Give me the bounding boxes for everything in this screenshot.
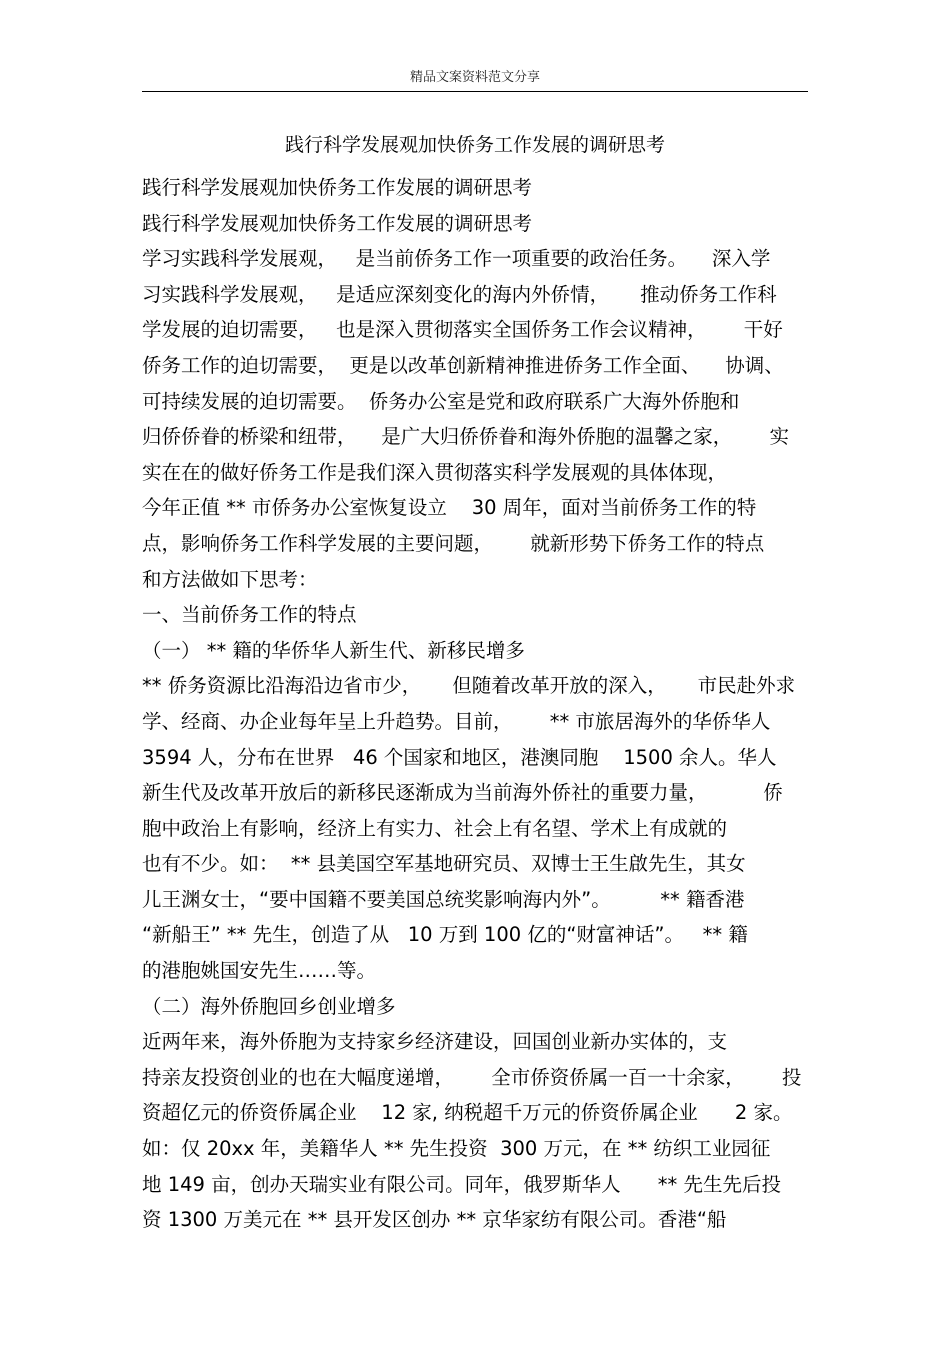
body-line: “新船王” ** 先生，创造了从 10 万到 100 亿的“财富神话”。 ** 籍 (142, 923, 748, 947)
section-heading: 一、当前侨务工作的特点 (142, 603, 357, 627)
body-line: 资超亿元的侨资侨属企业 12 家, 纳税超千万元的侨资侨属企业 2 家。 (142, 1101, 793, 1125)
body-line: 可持续发展的迫切需要。 侨务办公室是党和政府联系广大海外侨胞和 (142, 389, 740, 413)
body-line: 和方法做如下思考： (142, 567, 318, 591)
body-line: 践行科学发展观加快侨务工作发展的调研思考 (142, 176, 533, 199)
subsection-heading: （二）海外侨胞回乡创业增多 (142, 994, 396, 1018)
body-line: 点，影响侨务工作科学发展的主要问题， 就新形势下侨务工作的特点 (142, 531, 765, 555)
body-line: 资 1300 万美元在 ** 县开发区创办 ** 京华家纺有限公司。香港“船 (142, 1208, 727, 1232)
body-line: 的港胞姚国安先生……等。 (142, 959, 377, 983)
header-rule (142, 91, 808, 92)
body-line: 学习实践科学发展观， 是当前侨务工作一项重要的政治任务。 深入学 (142, 247, 771, 271)
body-line: 习实践科学发展观， 是适应深刻变化的海内外侨情， 推动侨务工作科 (142, 282, 777, 306)
body-line: 近两年来，海外侨胞为支持家乡经济建设，回国创业新办实体的，支 (142, 1030, 728, 1054)
body-line: 3594 人，分布在世界 46 个国家和地区，港澳同胞 1500 余人。华人 (142, 745, 777, 769)
body-line: ** 侨务资源比沿海沿边省市少， 但随着改革开放的深入， 市民赴外求 (142, 674, 796, 698)
body-line: 学发展的迫切需要， 也是深入贯彻落实全国侨务工作会议精神， 干好 (142, 318, 783, 342)
body-line: 也有不少。如： ** 县美国空军基地研究员、双博士王生啟先生，其女 (142, 852, 746, 876)
body-line: 实在在的做好侨务工作是我们深入贯彻落实科学发展观的具体体现， (142, 460, 728, 484)
subsection-heading: （一） ** 籍的华侨华人新生代、新移民增多 (142, 638, 525, 662)
body-line: 地 149 亩，创办天瑞实业有限公司。同年，俄罗斯华人 ** 先生先后投 (142, 1172, 782, 1196)
document-title: 践行科学发展观加快侨务工作发展的调研思考 (284, 134, 665, 156)
page-header: 精品文案资料范文分享 (409, 70, 540, 85)
body-line: 新生代及改革开放后的新移民逐渐成为当前海外侨社的重要力量， 侨 (142, 781, 783, 805)
body-line: 学、经商、办企业每年呈上升趋势。目前， ** 市旅居海外的华侨华人 (142, 709, 771, 733)
document-body (142, 170, 822, 1238)
body-line: 儿王渊女士，“要中国籍不要美国总统奖影响海内外”。 ** 籍香港 (142, 887, 745, 911)
body-line: 今年正值 ** 市侨务办公室恢复设立 30 周年，面对当前侨务工作的特 (142, 496, 757, 520)
body-line: 侨务工作的迫切需要， 更是以改革创新精神推进侨务工作全面、 协调、 (142, 353, 784, 377)
body-line: 践行科学发展观加快侨务工作发展的调研思考 (142, 211, 533, 235)
body-line: 归侨侨眷的桥梁和纽带， 是广大归侨侨眷和海外侨胞的温馨之家， 实 (142, 425, 789, 449)
body-line: 如：仅 20xx 年，美籍华人 ** 先生投资 300 万元，在 ** 纺织工业园征 (142, 1137, 771, 1161)
body-line: 持亲友投资创业的也在大幅度递增， 全市侨资侨属一百一十余家， 投 (142, 1065, 802, 1089)
body-line: 胞中政治上有影响，经济上有实力、社会上有名望、学术上有成就的 (142, 816, 728, 840)
